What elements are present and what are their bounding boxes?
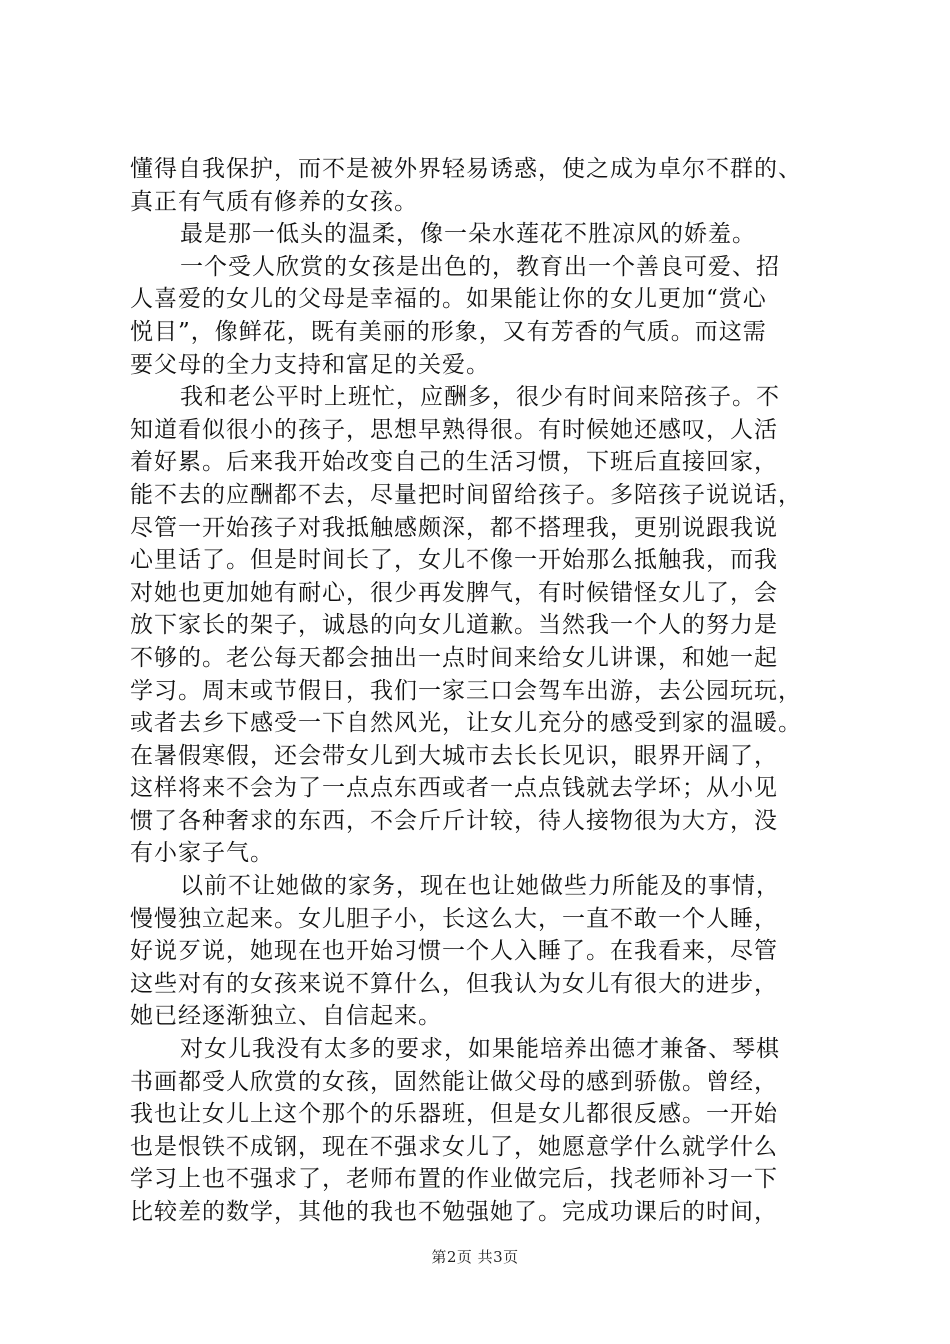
text-line: 尽管一开始孩子对我抵触感颇深，都不搭理我，更别说跟我说 bbox=[130, 514, 778, 541]
text-line: 知道看似很小的孩子，思想早熟得很。有时候她还感叹，人活 bbox=[130, 416, 778, 443]
text-line: 能不去的应酬都不去，尽量把时间留给孩子。多陪孩子说说话， bbox=[130, 481, 802, 508]
text-line: 比较差的数学，其他的我也不勉强她了。完成功课后的时间， bbox=[130, 1199, 778, 1225]
text-line: 不够的。老公每天都会抽出一点时间来给女儿讲课，和她一起 bbox=[130, 644, 778, 671]
text-line: 惯了各种奢求的东西，不会斤斤计较，待人接物很为大方，没 bbox=[130, 807, 778, 834]
text-line: 这些对有的女孩来说不算什么，但我认为女儿有很大的进步， bbox=[130, 970, 778, 997]
text-line: 对她也更加她有耐心，很少再发脾气，有时候错怪女儿了，会 bbox=[130, 579, 778, 606]
text-line: 悦目”，像鲜花，既有美丽的形象，又有芳香的气质。而这需 bbox=[130, 318, 767, 345]
paragraph-start-line: 对女儿我没有太多的要求，如果能培养出德才兼备、琴棋 bbox=[180, 1036, 780, 1063]
paragraph-start-line: 一个受人欣赏的女孩是出色的，教育出一个善良可爱、招 bbox=[180, 253, 780, 280]
document-body bbox=[130, 153, 830, 1229]
text-line: 好说歹说，她现在也开始习惯一个人入睡了。在我看来，尽管 bbox=[130, 938, 778, 965]
text-line: 这样将来不会为了一点点东西或者一点点钱就去学坏；从小见 bbox=[130, 775, 778, 802]
paragraph-start-line: 以前不让她做的家务，现在也让她做些力所能及的事情， bbox=[180, 873, 780, 900]
text-line: 书画都受人欣赏的女孩，固然能让做父母的感到骄傲。曾经， bbox=[130, 1068, 778, 1095]
page-footer bbox=[0, 1246, 950, 1267]
text-line: 着好累。后来我开始改变自己的生活习惯，下班后直接回家， bbox=[130, 449, 778, 476]
text-line: 人喜爱的女儿的父母是幸福的。如果能让你的女儿更加“赏心 bbox=[130, 286, 767, 313]
paragraph-start-line: 最是那一低头的温柔，像一朵水莲花不胜凉风的娇羞。 bbox=[180, 221, 756, 248]
page-number-label: 第2页 共3页 bbox=[431, 1248, 519, 1266]
text-line: 也是恨铁不成钢，现在不强求女儿了，她愿意学什么就学什么 bbox=[130, 1133, 778, 1160]
text-line: 懂得自我保护，而不是被外界轻易诱惑，使之成为卓尔不群的、 bbox=[130, 156, 802, 182]
paragraph-start-line: 我和老公平时上班忙，应酬多，很少有时间来陪孩子。不 bbox=[180, 384, 780, 411]
text-line: 她已经逐渐独立、自信起来。 bbox=[130, 1003, 442, 1030]
text-line: 放下家长的架子，诚恳的向女儿道歉。当然我一个人的努力是 bbox=[130, 612, 778, 639]
text-line: 学习。周末或节假日，我们一家三口会驾车出游，去公园玩玩， bbox=[130, 677, 802, 704]
text-line: 有小家子气。 bbox=[130, 840, 274, 867]
text-line: 要父母的全力支持和富足的关爱。 bbox=[130, 351, 490, 378]
text-line: 我也让女儿上这个那个的乐器班，但是女儿都很反感。一开始 bbox=[130, 1101, 778, 1128]
text-line: 学习上也不强求了，老师布置的作业做完后，找老师补习一下 bbox=[130, 1166, 778, 1193]
text-line: 在暑假寒假，还会带女儿到大城市去长长见识，眼界开阔了， bbox=[130, 742, 778, 769]
text-line: 心里话了。但是时间长了，女儿不像一开始那么抵触我，而我 bbox=[130, 547, 778, 574]
text-line: 慢慢独立起来。女儿胆子小，长这么大，一直不敢一个人睡， bbox=[130, 905, 778, 932]
text-line: 或者去乡下感受一下自然风光，让女儿充分的感受到家的温暖。 bbox=[130, 710, 802, 737]
text-line: 真正有气质有修养的女孩。 bbox=[130, 188, 418, 215]
